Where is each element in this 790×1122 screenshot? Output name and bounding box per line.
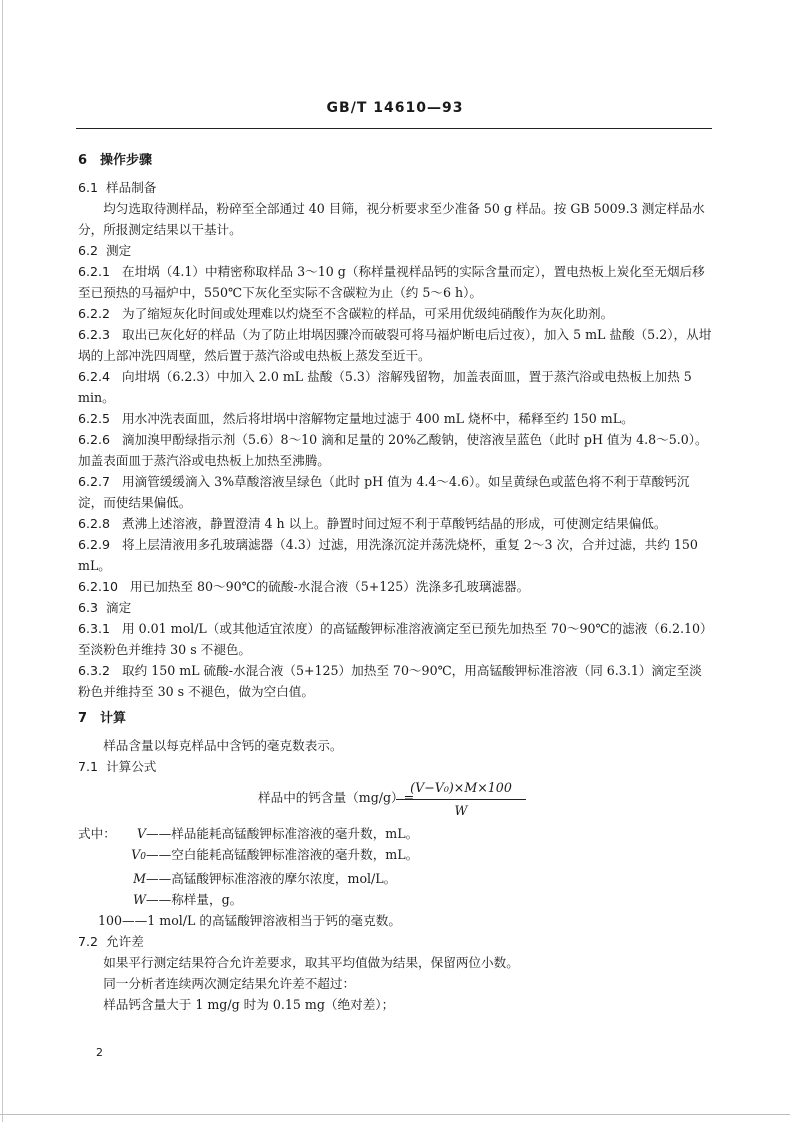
section-title: 允许差	[106, 934, 144, 949]
tolerance-line-3: 样品钙含量大于 1 mg/g 时为 0.15 mg（绝对差）；	[103, 997, 395, 1012]
item-6-2-6: 6.2.6 滴加溴甲酚绿指示剂（5.6）8～10 滴和足量的 20%乙酸钠，使溶液呈蓝色（此时 pH 值为 4.8～5.0）。加盖表面皿于蒸汽浴或电热板上加热至沸腾。	[78, 432, 708, 468]
sample-prep-paragraph: 均匀选取待测样品，粉碎至全部通过 40 目筛，视分析要求至少准备 50 g 样品。按 GB 5009.3 测定样品水分，所报测定结果以干基计。	[78, 201, 705, 237]
section-title: 滴定	[106, 600, 132, 615]
item-6-2-9: 6.2.9 将上层清液用多孔玻璃滤器（4.3）过滤，用洗涤沉淀并荡洗烧杯，重复 2～3 次，合并过滤，共约 150 mL。	[78, 537, 698, 573]
def-100: 100——1 mol/L 的高锰酸钾溶液相当于钙的毫克数。	[98, 913, 401, 928]
tolerance-line-1: 如果平行测定结果符合允许差要求，取其平均值做为结果，保留两位小数。	[103, 955, 519, 970]
scan-bottom-edge	[0, 1114, 790, 1115]
scan-edge	[2, 0, 3, 1122]
calc-formula	[78, 777, 712, 823]
section-title: 样品制备	[106, 180, 157, 195]
page-number: 2	[96, 1046, 103, 1059]
section-6-1-heading	[78, 177, 712, 198]
section-number: 6.2	[78, 243, 99, 258]
item-6-2-1: 6.2.1 在坩埚（4.1）中精密称取样品 3～10 g（称样量视样品钙的实际含量而定），置电热板上炭化至无烟后移至已预热的马福炉中，550℃下灰化至实际不含碳粒为止（约 5～6 h）。	[78, 264, 705, 300]
formula-fraction	[396, 777, 526, 821]
variable-definitions	[78, 823, 712, 931]
item-6-2-8: 6.2.8 煮沸上述溶液，静置澄清 4 h 以上。静置时间过短不利于草酸钙结晶的形成，可使测定结果偏低。	[78, 516, 667, 531]
calc-intro: 样品含量以每克样品中含钙的毫克数表示。	[103, 738, 343, 753]
section-title: 计算公式	[106, 759, 157, 774]
def-V: 式中： V——样品能耗高锰酸钾标准溶液的毫升数，mL。	[78, 826, 419, 841]
formula-numerator: (V−V₀)×M×100	[396, 777, 526, 800]
section-title: 操作步骤	[100, 153, 153, 168]
item-6-2-10: 6.2.10 用已加热至 80～90℃的硫酸-水混合液（5+125）洗涤多孔玻璃滤器。	[78, 579, 530, 594]
item-6-2-3: 6.2.3 取出已灰化好的样品（为了防止坩埚因骤冷而破裂可将马福炉断电后过夜），加入 5 mL 盐酸（5.2），从坩埚的上部冲洗四周壁，然后置于蒸汽浴或电热板上蒸发至近干。	[78, 327, 712, 363]
section-title: 测定	[106, 243, 132, 258]
standard-code-header: GB/T 14610—93	[326, 100, 464, 116]
section-6-2-heading	[78, 240, 712, 261]
header-rule	[76, 128, 712, 129]
item-6-2-2: 6.2.2 为了缩短灰化时间或处理难以灼烧至不含碳粒的样品，可采用优级纯硝酸作为灰化助剂。	[78, 306, 614, 321]
def-W: W——称样量，g。	[133, 892, 243, 907]
document-body	[78, 150, 712, 1015]
section-7-heading	[78, 708, 712, 729]
item-6-3-2: 6.3.2 取约 150 mL 硫酸-水混合液（5+125）加热至 70～90℃，用高锰酸钾标准溶液（同 6.3.1）滴定至淡粉色并维持至 30 s 不褪色，做为空白值。	[78, 663, 702, 699]
section-number: 6	[78, 153, 88, 168]
item-6-3-1: 6.3.1 用 0.01 mol/L（或其他适宜浓度）的高锰酸钾标准溶液滴定至已预先加热至 70～90℃的滤液（6.2.10）至淡粉色并维持 30 s 不褪色。	[78, 621, 707, 657]
section-7-2-heading	[78, 931, 712, 952]
section-7-1-heading	[78, 756, 712, 777]
tolerance-line-2: 同一分析者连续两次测定结果允许差不超过：	[103, 976, 356, 991]
item-6-2-7: 6.2.7 用滴管缓缓滴入 3%草酸溶液呈绿色（此时 pH 值为 4.4～4.6）。如呈黄绿色或蓝色将不利于草酸钙沉淀，而使结果偏低。	[78, 474, 690, 510]
section-6-heading	[78, 150, 712, 171]
section-title: 计算	[100, 711, 127, 726]
formula-denominator: W	[454, 803, 468, 818]
def-V0: V0——空白能耗高锰酸钾标准溶液的毫升数，mL。	[131, 847, 419, 862]
formula-lhs: 样品中的钙含量（mg/g）=	[258, 790, 415, 805]
item-6-2-4: 6.2.4 向坩埚（6.2.3）中加入 2.0 mL 盐酸（5.3）溶解残留物，加盖表面皿，置于蒸汽浴或电热板上加热 5 min。	[78, 369, 692, 405]
section-number: 7.1	[78, 759, 99, 774]
def-M: M——高锰酸钾标准溶液的摩尔浓度，mol/L。	[133, 871, 397, 886]
section-6-3-heading	[78, 597, 712, 618]
section-number: 7	[78, 711, 88, 726]
section-number: 6.3	[78, 600, 99, 615]
section-number: 6.1	[78, 180, 99, 195]
section-number: 7.2	[78, 934, 99, 949]
item-6-2-5: 6.2.5 用水冲洗表面皿，然后将坩埚中溶解物定量地过滤于 400 mL 烧杯中，稀释至约 150 mL。	[78, 411, 634, 426]
